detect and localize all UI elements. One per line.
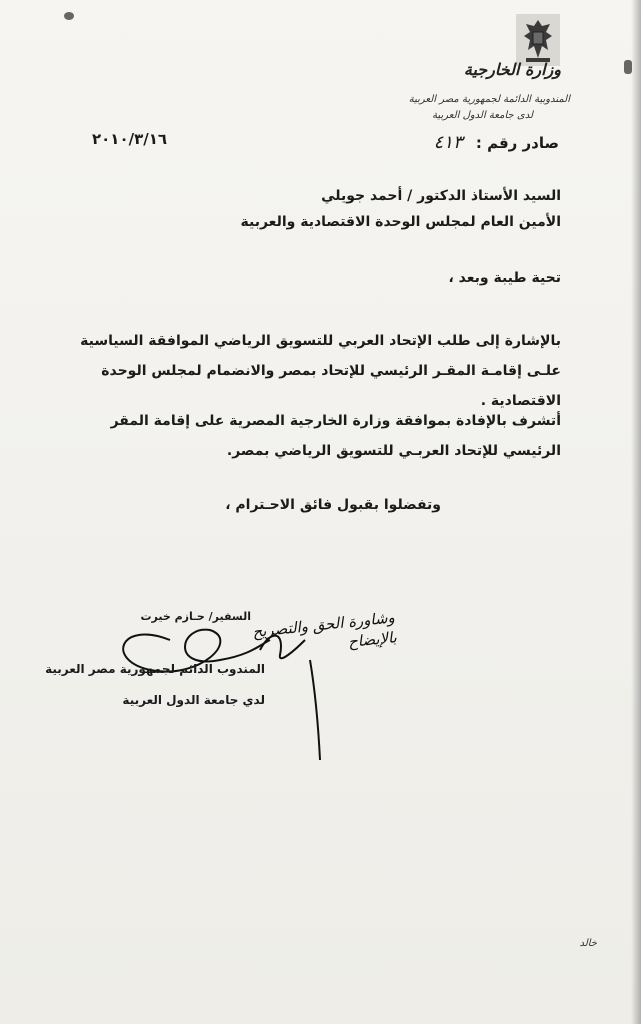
scan-speck [624,60,632,74]
paragraph-1: بالإشارة إلى طلب الإتحاد العربي للتسويق الرياضي الموافقة السياسية علـى إقامـة المقـر الرئيسي للإتحاد بمصر والانضمام لمجلس الوحدة الاقتصادية . [80,333,561,409]
signatory-title: المندوب الدائم لجمهورية مصر العربية [45,662,265,676]
scan-speck [64,12,74,20]
signatory-name: السفير/ حـازم خيرت [140,610,251,623]
reference-row [359,132,559,153]
footer-initials: خالد [579,938,597,949]
signatory-place: لدي جامعة الدول العربية [122,693,265,707]
closing-line: وتفضلوا بقبول فائق الاحـترام ، [225,497,441,513]
eagle-emblem-icon [516,14,560,66]
letter-date: ٢٠١٠/٣/١٦ [92,130,168,148]
reference-label: صادر رقم : [475,134,559,152]
greeting: تحية طيبة وبعد ، [448,270,561,286]
recipient-title: الأمين العام لمجلس الوحدة الاقتصادية والعربية [240,214,561,230]
league-name: لدى جامعة الدول العربية [432,110,533,121]
paragraph-2: أتشرف بالإفادة بموافقة وزارة الخارجية المصرية على إقامة المقر الرئيسي للإتحاد العربـي للتسويق الرياضي بمصر. [110,413,561,459]
recipient-name: السيد الأستاذ الدكتور / أحمد جويلي [321,188,561,204]
scan-edge-shadow [631,0,641,1024]
mission-name: المندوبية الدائمة لجمهورية مصر العربية [408,94,570,105]
handwritten-note: وشاورة الحق والتصريح بالإيضاح [251,608,398,652]
reference-number: ٤١٣ [433,132,463,153]
ministry-name: وزارة الخارجية [463,60,561,79]
